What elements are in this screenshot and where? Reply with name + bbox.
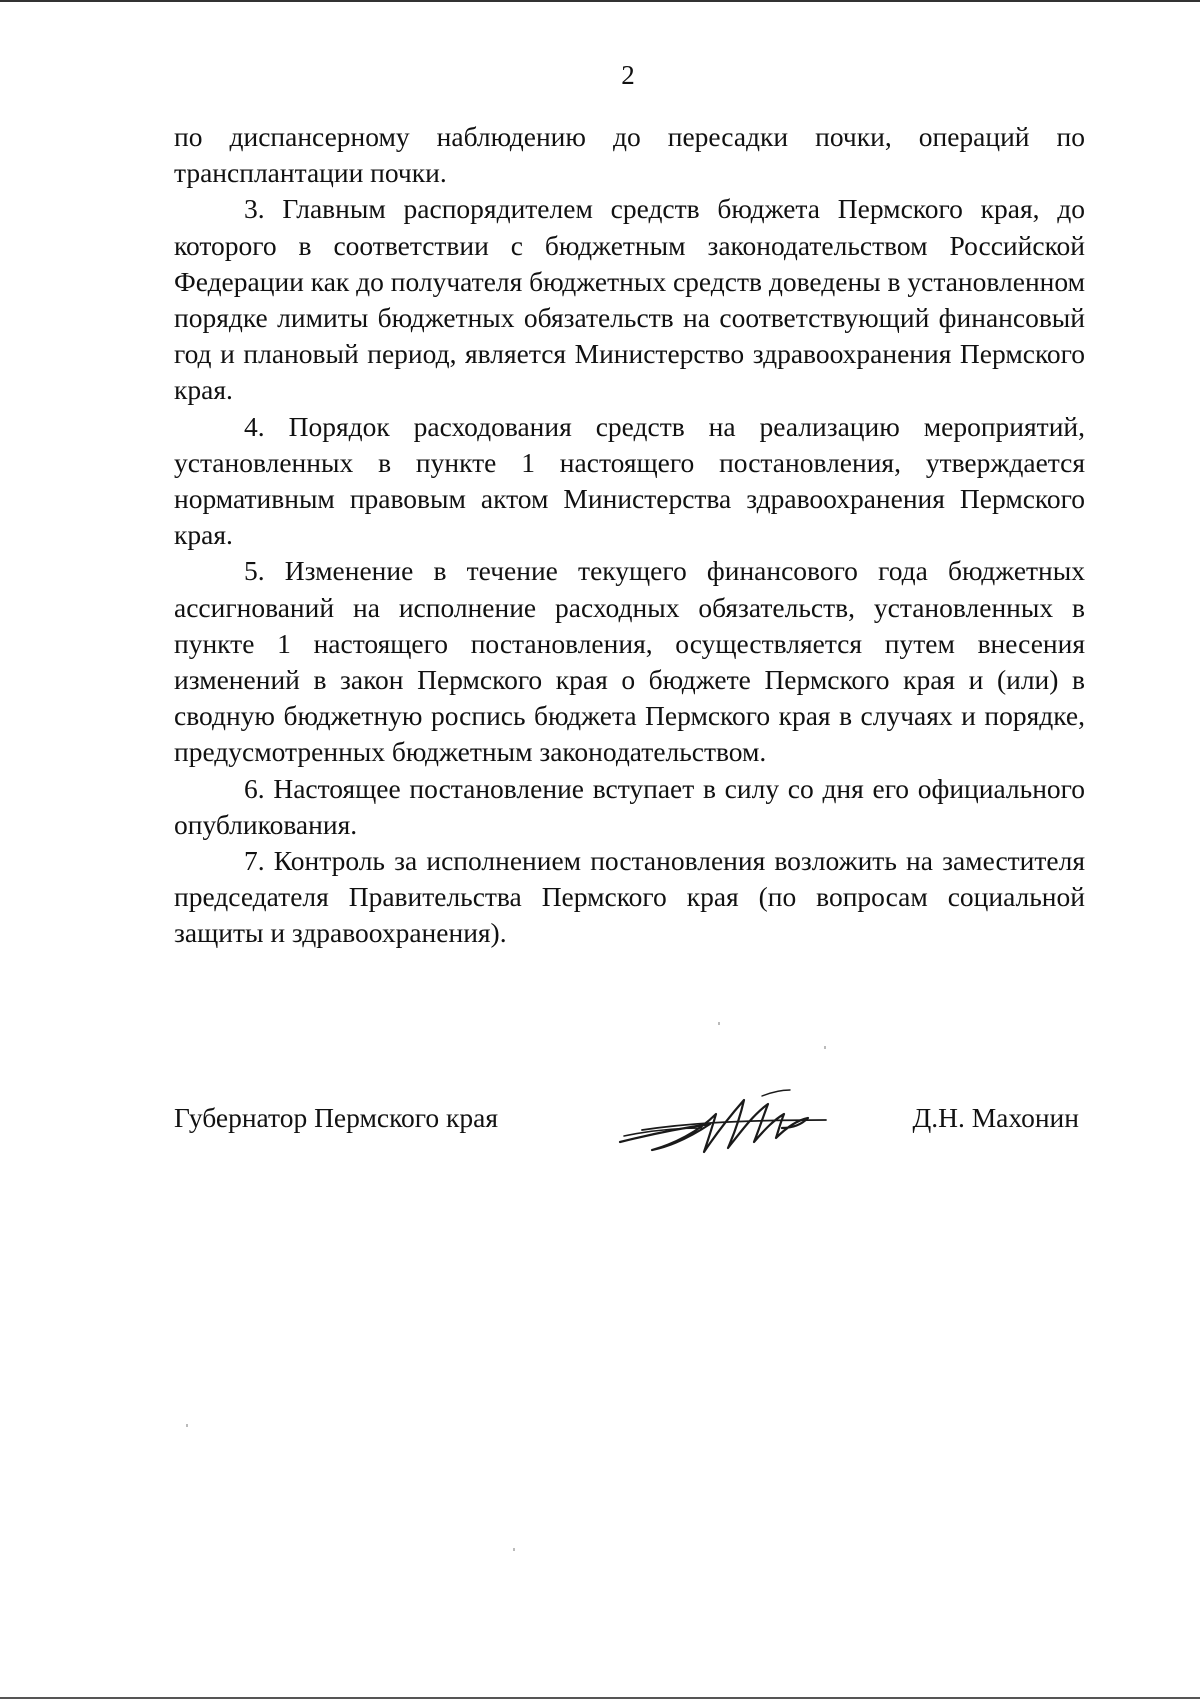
- signatory-name: Д.Н. Махонин: [912, 1102, 1079, 1133]
- scan-speck: [824, 1046, 826, 1049]
- paragraph-item-7: 7. Контроль за исполнением постановления возложить на заместителя председателя Правительства Пермского края (по вопросам социальной защиты и здравоохранения).: [174, 845, 1085, 949]
- scan-speck: [186, 1424, 188, 1427]
- paragraph-item-5: 5. Изменение в течение текущего финансового года бюджетных ассигнований на исполнение расходных обязательств, установленных в пункте 1 настоящего постановления, осуществляется путем внесения изменений в закон Пермского края о бюджете Пермского края и (или) в сводную бюджетную роспись бюджета Пермского края в случаях и порядке, предусмотренных бюджетным законодательством.: [174, 555, 1085, 768]
- handwritten-signature: [612, 1084, 832, 1164]
- bottom-scan-edge: [0, 1697, 1200, 1699]
- paragraph-item-4: 4. Порядок расходования средств на реализацию мероприятий, установленных в пункте 1 настоящего постановления, утверждается нормативным правовым актом Министерства здравоохранения Пермского края.: [174, 410, 1085, 551]
- paragraph-item-6: 6. Настоящее постановление вступает в силу со дня его официального опубликования.: [174, 772, 1085, 840]
- document-body: [174, 119, 1085, 952]
- scan-speck: [513, 1548, 515, 1551]
- scan-speck: [718, 1022, 720, 1025]
- signatory-title: Губернатор Пермского края: [174, 1102, 498, 1133]
- top-scan-edge: [0, 0, 1200, 2]
- page-number: 2: [621, 60, 635, 90]
- signature-block: [174, 1090, 1085, 1180]
- paragraph-continuation: по диспансерному наблюдению до пересадки почки, операций по трансплантации почки.: [174, 121, 1085, 189]
- paragraph-item-3: 3. Главным распорядителем средств бюджета Пермского края, до которого в соответствии с бюджетным законодательством Российской Федерации как до получателя бюджетных средств доведены в установленном порядке лимиты бюджетных обязательств на соответствующий финансовый год и плановый период, является Министерство здравоохранения Пермского края.: [174, 193, 1085, 406]
